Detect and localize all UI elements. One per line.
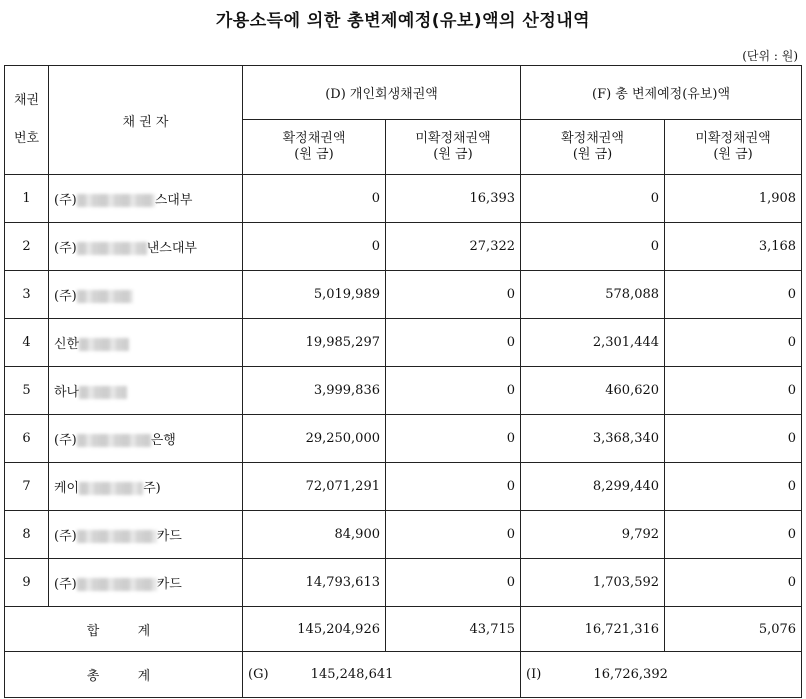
d-confirmed-amount: 84,900 — [243, 511, 386, 559]
f-confirmed-amount: 578,088 — [521, 271, 665, 319]
f-confirmed-amount: 2,301,444 — [521, 319, 665, 367]
creditor-name: (주) 은행 — [49, 415, 243, 463]
f-unconfirmed-amount: 0 — [665, 559, 802, 607]
header-d-confirmed: 확정채권액 (원 금) — [243, 120, 386, 175]
table-row — [5, 175, 802, 223]
table-row — [5, 319, 802, 367]
claim-number: 8 — [5, 511, 49, 559]
creditor-name: (주) 카드 — [49, 511, 243, 559]
f-confirmed-amount: 0 — [521, 175, 665, 223]
table-row — [5, 223, 802, 271]
header-group-f: (F) 총 변제예정(유보)액 — [521, 66, 802, 120]
f-confirmed-amount: 8,299,440 — [521, 463, 665, 511]
table-row — [5, 415, 802, 463]
subtotal-f-unconfirmed: 5,076 — [665, 607, 802, 652]
f-unconfirmed-amount: 0 — [665, 271, 802, 319]
table-row — [5, 271, 802, 319]
total-g-value: 145,248,641 — [310, 667, 394, 682]
f-unconfirmed-amount: 1,908 — [665, 175, 802, 223]
total-i-value: 16,726,392 — [593, 667, 668, 682]
d-unconfirmed-amount: 0 — [386, 415, 521, 463]
total-g-label: (G) — [248, 667, 269, 682]
header-f-unconfirmed: 미확정채권액 (원 금) — [665, 120, 802, 175]
header-d-unconfirmed: 미확정채권액 (원 금) — [386, 120, 521, 175]
header-claim-number: 채권 번호 — [5, 66, 49, 175]
table-row — [5, 463, 802, 511]
f-confirmed-amount: 0 — [521, 223, 665, 271]
d-unconfirmed-amount: 16,393 — [386, 175, 521, 223]
subtotal-row — [5, 607, 802, 652]
d-unconfirmed-amount: 0 — [386, 559, 521, 607]
creditor-name: (주) 스대부 — [49, 175, 243, 223]
f-unconfirmed-amount: 0 — [665, 463, 802, 511]
claim-number: 1 — [5, 175, 49, 223]
f-confirmed-amount: 3,368,340 — [521, 415, 665, 463]
claim-number: 9 — [5, 559, 49, 607]
creditor-table — [4, 65, 802, 698]
subtotal-d-unconfirmed: 43,715 — [386, 607, 521, 652]
redaction-blur — [77, 290, 133, 303]
table-row — [5, 559, 802, 607]
claim-number: 4 — [5, 319, 49, 367]
claim-number: 2 — [5, 223, 49, 271]
d-confirmed-amount: 72,071,291 — [243, 463, 386, 511]
header-creditor: 채 권 자 — [49, 66, 243, 175]
d-unconfirmed-amount: 27,322 — [386, 223, 521, 271]
d-unconfirmed-amount: 0 — [386, 271, 521, 319]
total-row — [5, 652, 802, 698]
redaction-blur — [77, 578, 157, 591]
claim-number: 6 — [5, 415, 49, 463]
header-group-d: (D) 개인회생채권액 — [243, 66, 521, 120]
redaction-blur — [79, 386, 127, 399]
d-confirmed-amount: 0 — [243, 223, 386, 271]
d-unconfirmed-amount: 0 — [386, 367, 521, 415]
f-unconfirmed-amount: 0 — [665, 511, 802, 559]
d-confirmed-amount: 19,985,297 — [243, 319, 386, 367]
f-unconfirmed-amount: 0 — [665, 319, 802, 367]
total-g-cell — [243, 652, 521, 698]
document-title: 가용소득에 의한 총변제예정(유보)액의 산정내역 — [215, 11, 591, 31]
total-i-cell — [521, 652, 802, 698]
d-confirmed-amount: 5,019,989 — [243, 271, 386, 319]
redaction-blur — [77, 434, 151, 447]
total-i-label: (I) — [526, 667, 542, 682]
creditor-name: (주) — [49, 271, 243, 319]
subtotal-f-confirmed: 16,721,316 — [521, 607, 665, 652]
redaction-blur — [79, 482, 143, 495]
claim-number: 3 — [5, 271, 49, 319]
creditor-name: (주) 카드 — [49, 559, 243, 607]
f-confirmed-amount: 460,620 — [521, 367, 665, 415]
d-confirmed-amount: 3,999,836 — [243, 367, 386, 415]
f-unconfirmed-amount: 0 — [665, 367, 802, 415]
redaction-blur — [77, 194, 155, 207]
f-unconfirmed-amount: 3,168 — [665, 223, 802, 271]
d-unconfirmed-amount: 0 — [386, 511, 521, 559]
creditor-name: 하나 — [49, 367, 243, 415]
d-confirmed-amount: 14,793,613 — [243, 559, 386, 607]
header-f-confirmed: 확정채권액 (원 금) — [521, 120, 665, 175]
f-confirmed-amount: 1,703,592 — [521, 559, 665, 607]
subtotal-d-confirmed: 145,204,926 — [243, 607, 386, 652]
d-unconfirmed-amount: 0 — [386, 463, 521, 511]
redaction-blur — [77, 242, 147, 255]
claim-number: 5 — [5, 367, 49, 415]
total-label: 총 계 — [5, 652, 243, 698]
table-row — [5, 511, 802, 559]
creditor-name: 케이 주) — [49, 463, 243, 511]
subtotal-label: 합 계 — [5, 607, 243, 652]
table-row — [5, 367, 802, 415]
redaction-blur — [77, 530, 157, 543]
redaction-blur — [79, 338, 129, 351]
unit-label: (단위 : 원) — [742, 49, 798, 63]
d-confirmed-amount: 0 — [243, 175, 386, 223]
d-confirmed-amount: 29,250,000 — [243, 415, 386, 463]
claim-number: 7 — [5, 463, 49, 511]
creditor-name: 신한 — [49, 319, 243, 367]
creditor-name: (주) 낸스대부 — [49, 223, 243, 271]
f-unconfirmed-amount: 0 — [665, 415, 802, 463]
d-unconfirmed-amount: 0 — [386, 319, 521, 367]
f-confirmed-amount: 9,792 — [521, 511, 665, 559]
